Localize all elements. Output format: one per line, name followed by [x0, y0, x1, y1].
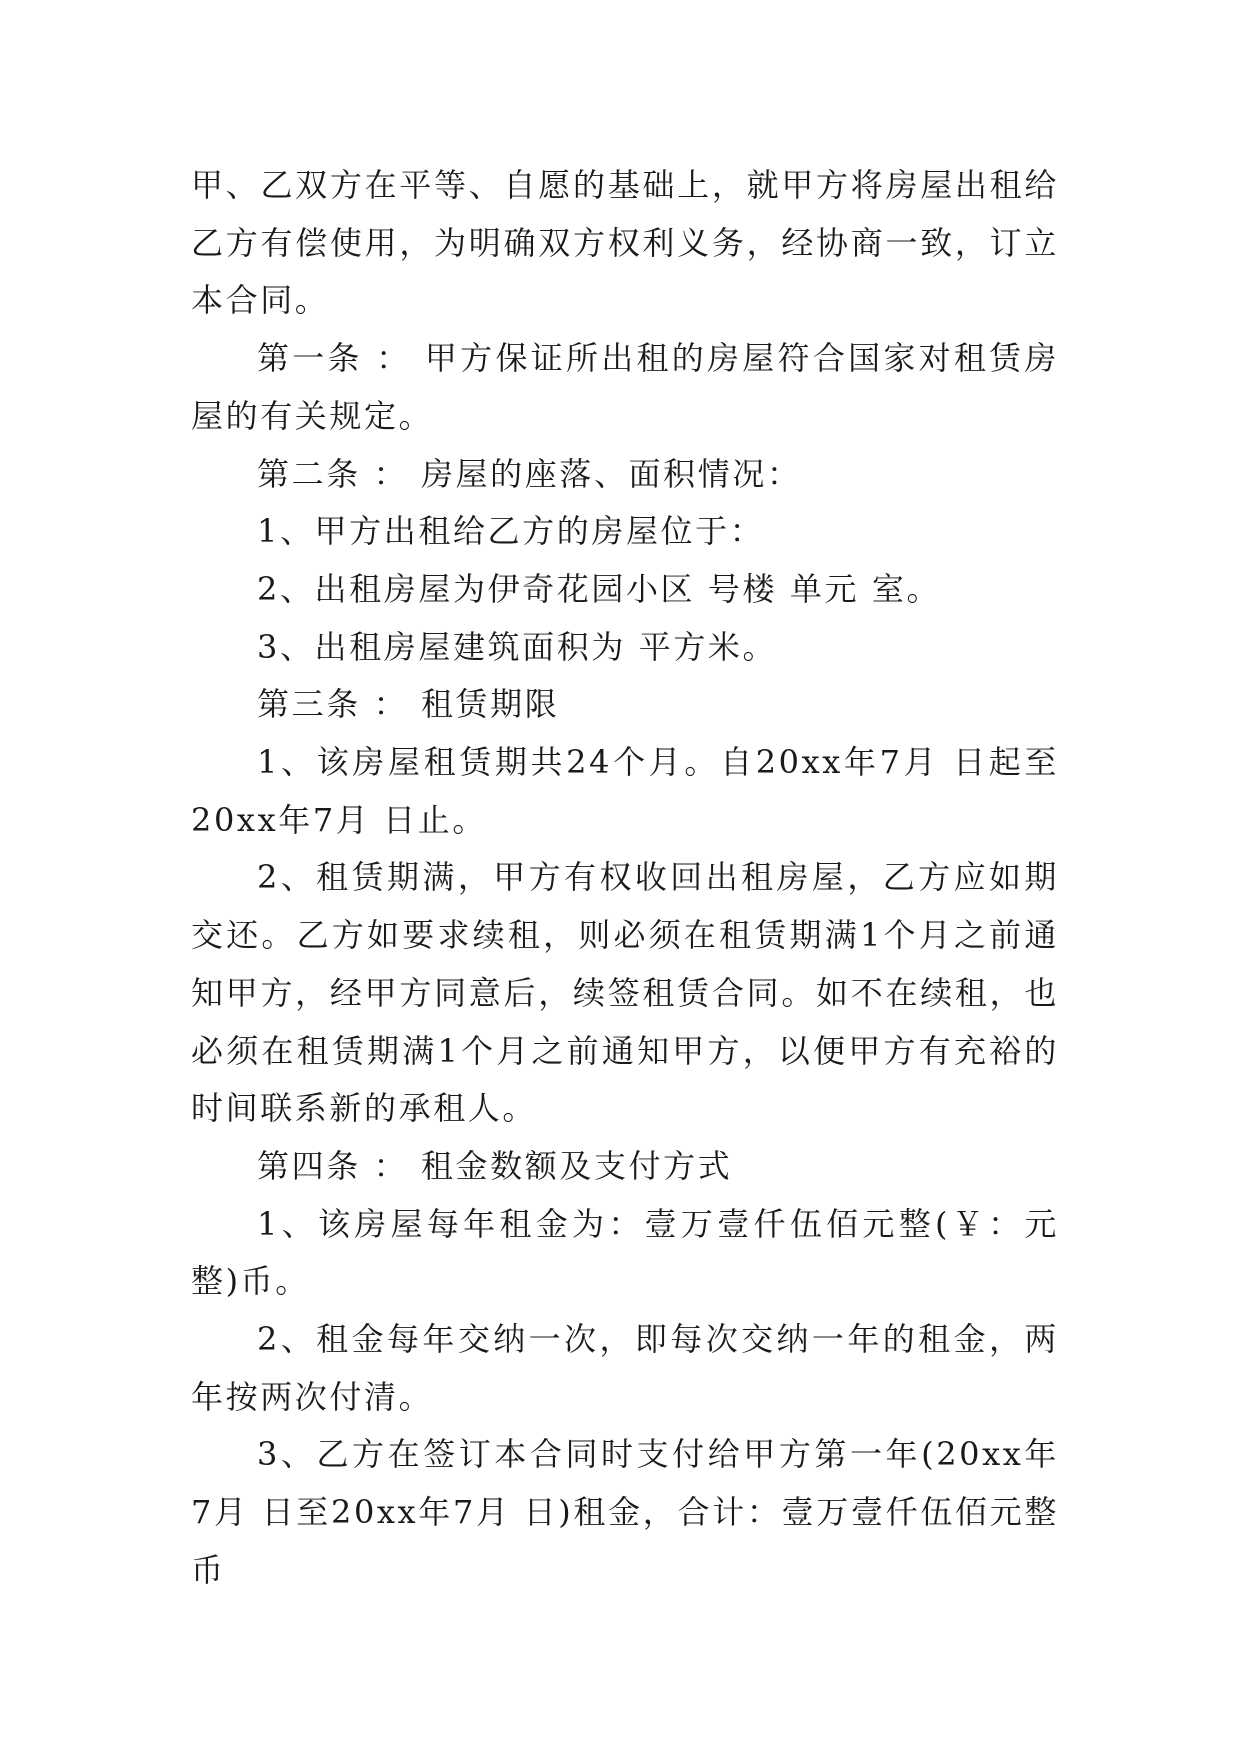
paragraph-article-2-item-2: 2、出租房屋为伊奇花园小区 号楼 单元 室。 — [257, 569, 942, 608]
paragraph-preamble: 甲、乙双方在平等、自愿的基础上，就甲方将房屋出租给乙方有偿使用，为明确双方权利义务，经协商一致，订立本合同。 — [191, 166, 1059, 320]
paragraph-article-3-item-2: 2、租赁期满，甲方有权收回出租房屋，乙方应如期交还。乙方如要求续租，则必须在租赁期满1个月之前通知甲方，经甲方同意后，续签租赁合同。如不在续租，也必须在租赁期满1个月之前通知甲方，以便甲方有充裕的时间联系新的承租人。 — [191, 858, 1059, 1128]
paragraph-article-4-heading: 第四条 ： 租金数额及支付方式 — [257, 1146, 733, 1185]
paragraph-article-3-item-1: 1、该房屋租赁期共24个月。自20xx年7月 日起至20xx年7月 日止。 — [191, 743, 1059, 839]
paragraph-article-2-item-3: 3、出租房屋建筑面积为 平方米。 — [257, 627, 778, 666]
paragraph-article-2-heading: 第二条 ： 房屋的座落、面积情况： — [257, 454, 802, 493]
paragraph-article-3-heading: 第三条 ： 租赁期限 — [257, 685, 560, 724]
paragraph-article-4-item-3: 3、乙方在签订本合同时支付给甲方第一年(20xx年7月 日至20xx年7月 日)租金，合计：壹万壹仟伍佰元整币 — [191, 1435, 1059, 1589]
paragraph-article-4-item-2: 2、租金每年交纳一次，即每次交纳一年的租金，两年按两次付清。 — [191, 1320, 1059, 1416]
document-body — [191, 157, 1059, 1600]
paragraph-article-4-item-1: 1、该房屋每年租金为：壹万壹仟伍佰元整(￥：元整)币。 — [191, 1204, 1059, 1301]
paragraph-article-1: 第一条 ： 甲方保证所出租的房屋符合国家对租赁房屋的有关规定。 — [191, 339, 1059, 435]
paragraph-article-2-item-1: 1、甲方出租给乙方的房屋位于： — [257, 512, 765, 551]
